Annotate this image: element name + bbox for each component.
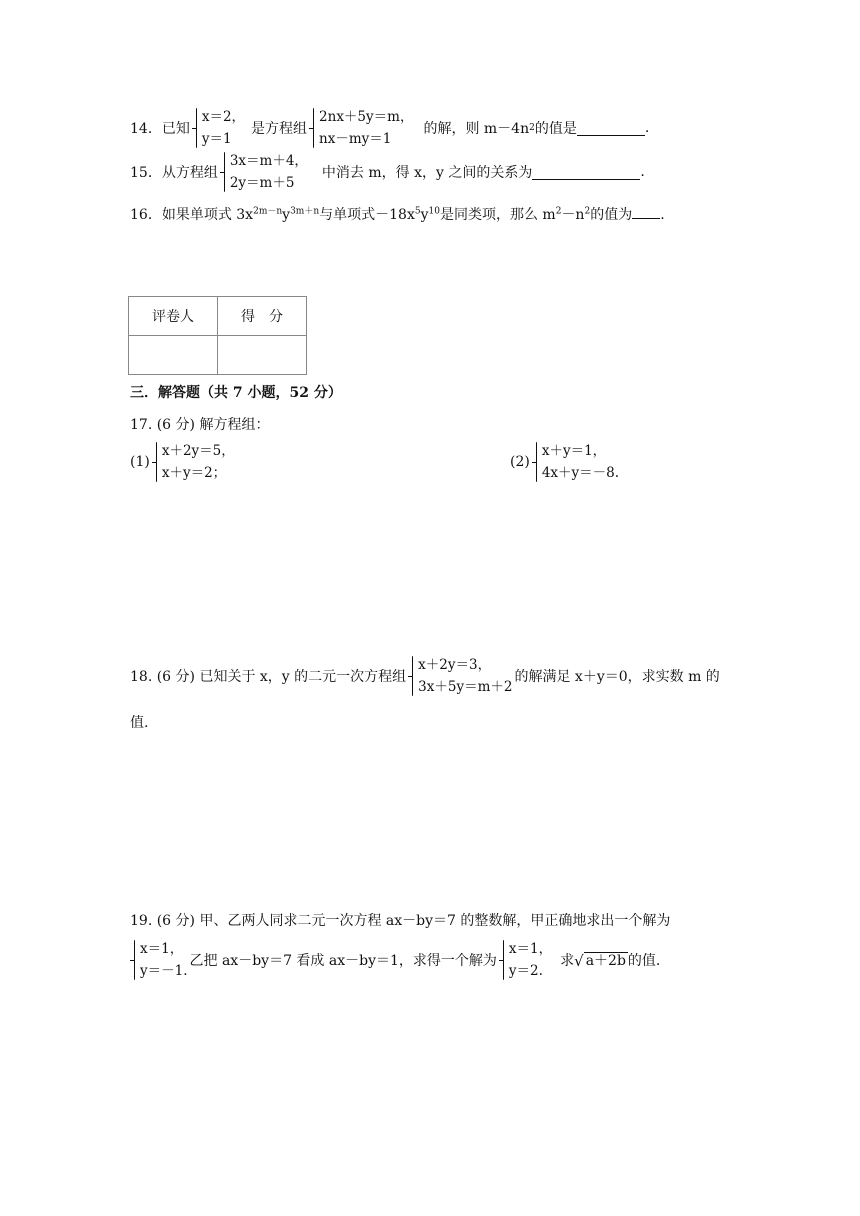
punctuation: . [640, 164, 645, 180]
brace-icon [152, 440, 160, 484]
sqrt-icon: √ [574, 951, 584, 970]
question-text: －n [561, 207, 585, 223]
question-text: y [420, 207, 429, 223]
system-brace [220, 150, 308, 194]
equation: x＋y＝1， [541, 443, 607, 459]
brace-icon [220, 150, 228, 194]
score-header: 得 分 [218, 297, 307, 336]
question-text: 18. (6 分) 已知关于 x，y 的二元一次方程组 [130, 669, 407, 685]
answer-blank[interactable] [577, 121, 645, 136]
equation: 3x＝m＋4， [229, 153, 308, 169]
brace-icon [309, 106, 317, 150]
equation: x＝1， [140, 941, 184, 957]
question-text: 的值为 [590, 207, 633, 223]
question-17-head: 17. (6 分) 解方程组： [130, 417, 270, 433]
solution-brace [192, 106, 245, 150]
question-text: 中消去 m，得 x，y 之间的关系为 [321, 165, 533, 181]
equation: y＝1 [201, 131, 232, 147]
equation: 2nx＋5y＝m， [319, 109, 414, 125]
equation: x＝2， [201, 109, 246, 125]
question-text: 从方程组 [161, 165, 218, 181]
question-19-line1: 19. (6 分) 甲、乙两人同求二元一次方程 ax－by＝7 的整数解，甲正确地求出一个解为 [130, 913, 671, 929]
equation: x＋2y＝5， [161, 443, 235, 459]
punctuation: . [644, 120, 650, 136]
equation: x＋2y＝3， [418, 657, 492, 673]
exponent: 2 [584, 206, 591, 217]
solution-brace [130, 938, 188, 982]
equation: nx－my＝1 [319, 131, 392, 147]
question-text: 如果单项式 3x [161, 207, 254, 223]
brace-icon [130, 938, 138, 982]
solution-brace [499, 938, 552, 982]
question-text: 是方程组 [251, 121, 308, 137]
exponent: 2 [555, 206, 562, 217]
part-label: (1) [130, 454, 150, 470]
exponent: 10 [428, 206, 440, 217]
brace-icon [408, 654, 416, 698]
question-18-cont: 值. [130, 715, 149, 731]
equation: x＋y＝2； [161, 465, 227, 481]
question-17-part2 [510, 440, 621, 484]
question-text: 乙把 ax－by＝7 看成 ax－by＝1，求得一个解为 [189, 953, 497, 969]
grader-header: 评卷人 [129, 297, 218, 336]
question-18 [130, 654, 720, 698]
question-text: 的值是 [534, 121, 577, 137]
radicand: a＋2b [585, 952, 626, 969]
equation: 4x＋y＝－8. [541, 465, 620, 481]
equation: y＝－1. [140, 963, 188, 979]
question-14: 14． 已知 x＝2， y＝1 是方程组 2nx＋5y＝m， nx－my＝1 的解，则 m－4n 2 的值是 . [130, 106, 649, 150]
punctuation: . [660, 207, 665, 223]
part-label: (2) [510, 454, 530, 470]
question-text: 是同类项，那么 m [439, 207, 556, 223]
question-text: 的解满足 x＋y＝0，求实数 m 的 [514, 669, 720, 685]
score-cell[interactable] [218, 336, 307, 375]
grader-cell[interactable] [129, 336, 218, 375]
system-brace [309, 106, 413, 150]
system-brace [408, 654, 512, 698]
question-text: y [282, 207, 291, 223]
answer-blank[interactable] [632, 204, 660, 219]
question-text: 的解，则 m－4n [423, 121, 530, 137]
question-number: 16． [130, 207, 162, 223]
equation: y＝2. [508, 963, 543, 979]
brace-icon [192, 106, 200, 150]
equation: 3x＋5y＝m＋2 [418, 679, 513, 695]
score-table [128, 296, 307, 375]
question-number: 15． [130, 165, 162, 181]
exponent: 5 [414, 206, 421, 217]
question-17-part1 [130, 440, 237, 484]
question-text: 求 [560, 953, 575, 969]
system-brace [152, 440, 235, 484]
brace-icon [499, 938, 507, 982]
answer-blank[interactable] [532, 165, 640, 180]
exponent: 3m＋n [290, 206, 320, 217]
section-heading: 三．解答题（共 7 小题，52 分） [130, 385, 342, 401]
question-text: 与单项式－18x [319, 207, 415, 223]
question-19-line2 [128, 938, 660, 982]
system-brace [532, 440, 619, 484]
equation: x＝1， [508, 941, 553, 957]
question-16 [130, 204, 665, 224]
brace-icon [532, 440, 540, 484]
question-text: 已知 [161, 121, 190, 137]
exponent: 2m－n [253, 206, 283, 217]
square-root [574, 952, 628, 969]
question-15 [130, 150, 645, 194]
equation: 2y＝m＋5 [229, 175, 295, 191]
question-text: 的值. [627, 953, 661, 969]
question-number: 14． [130, 121, 162, 137]
